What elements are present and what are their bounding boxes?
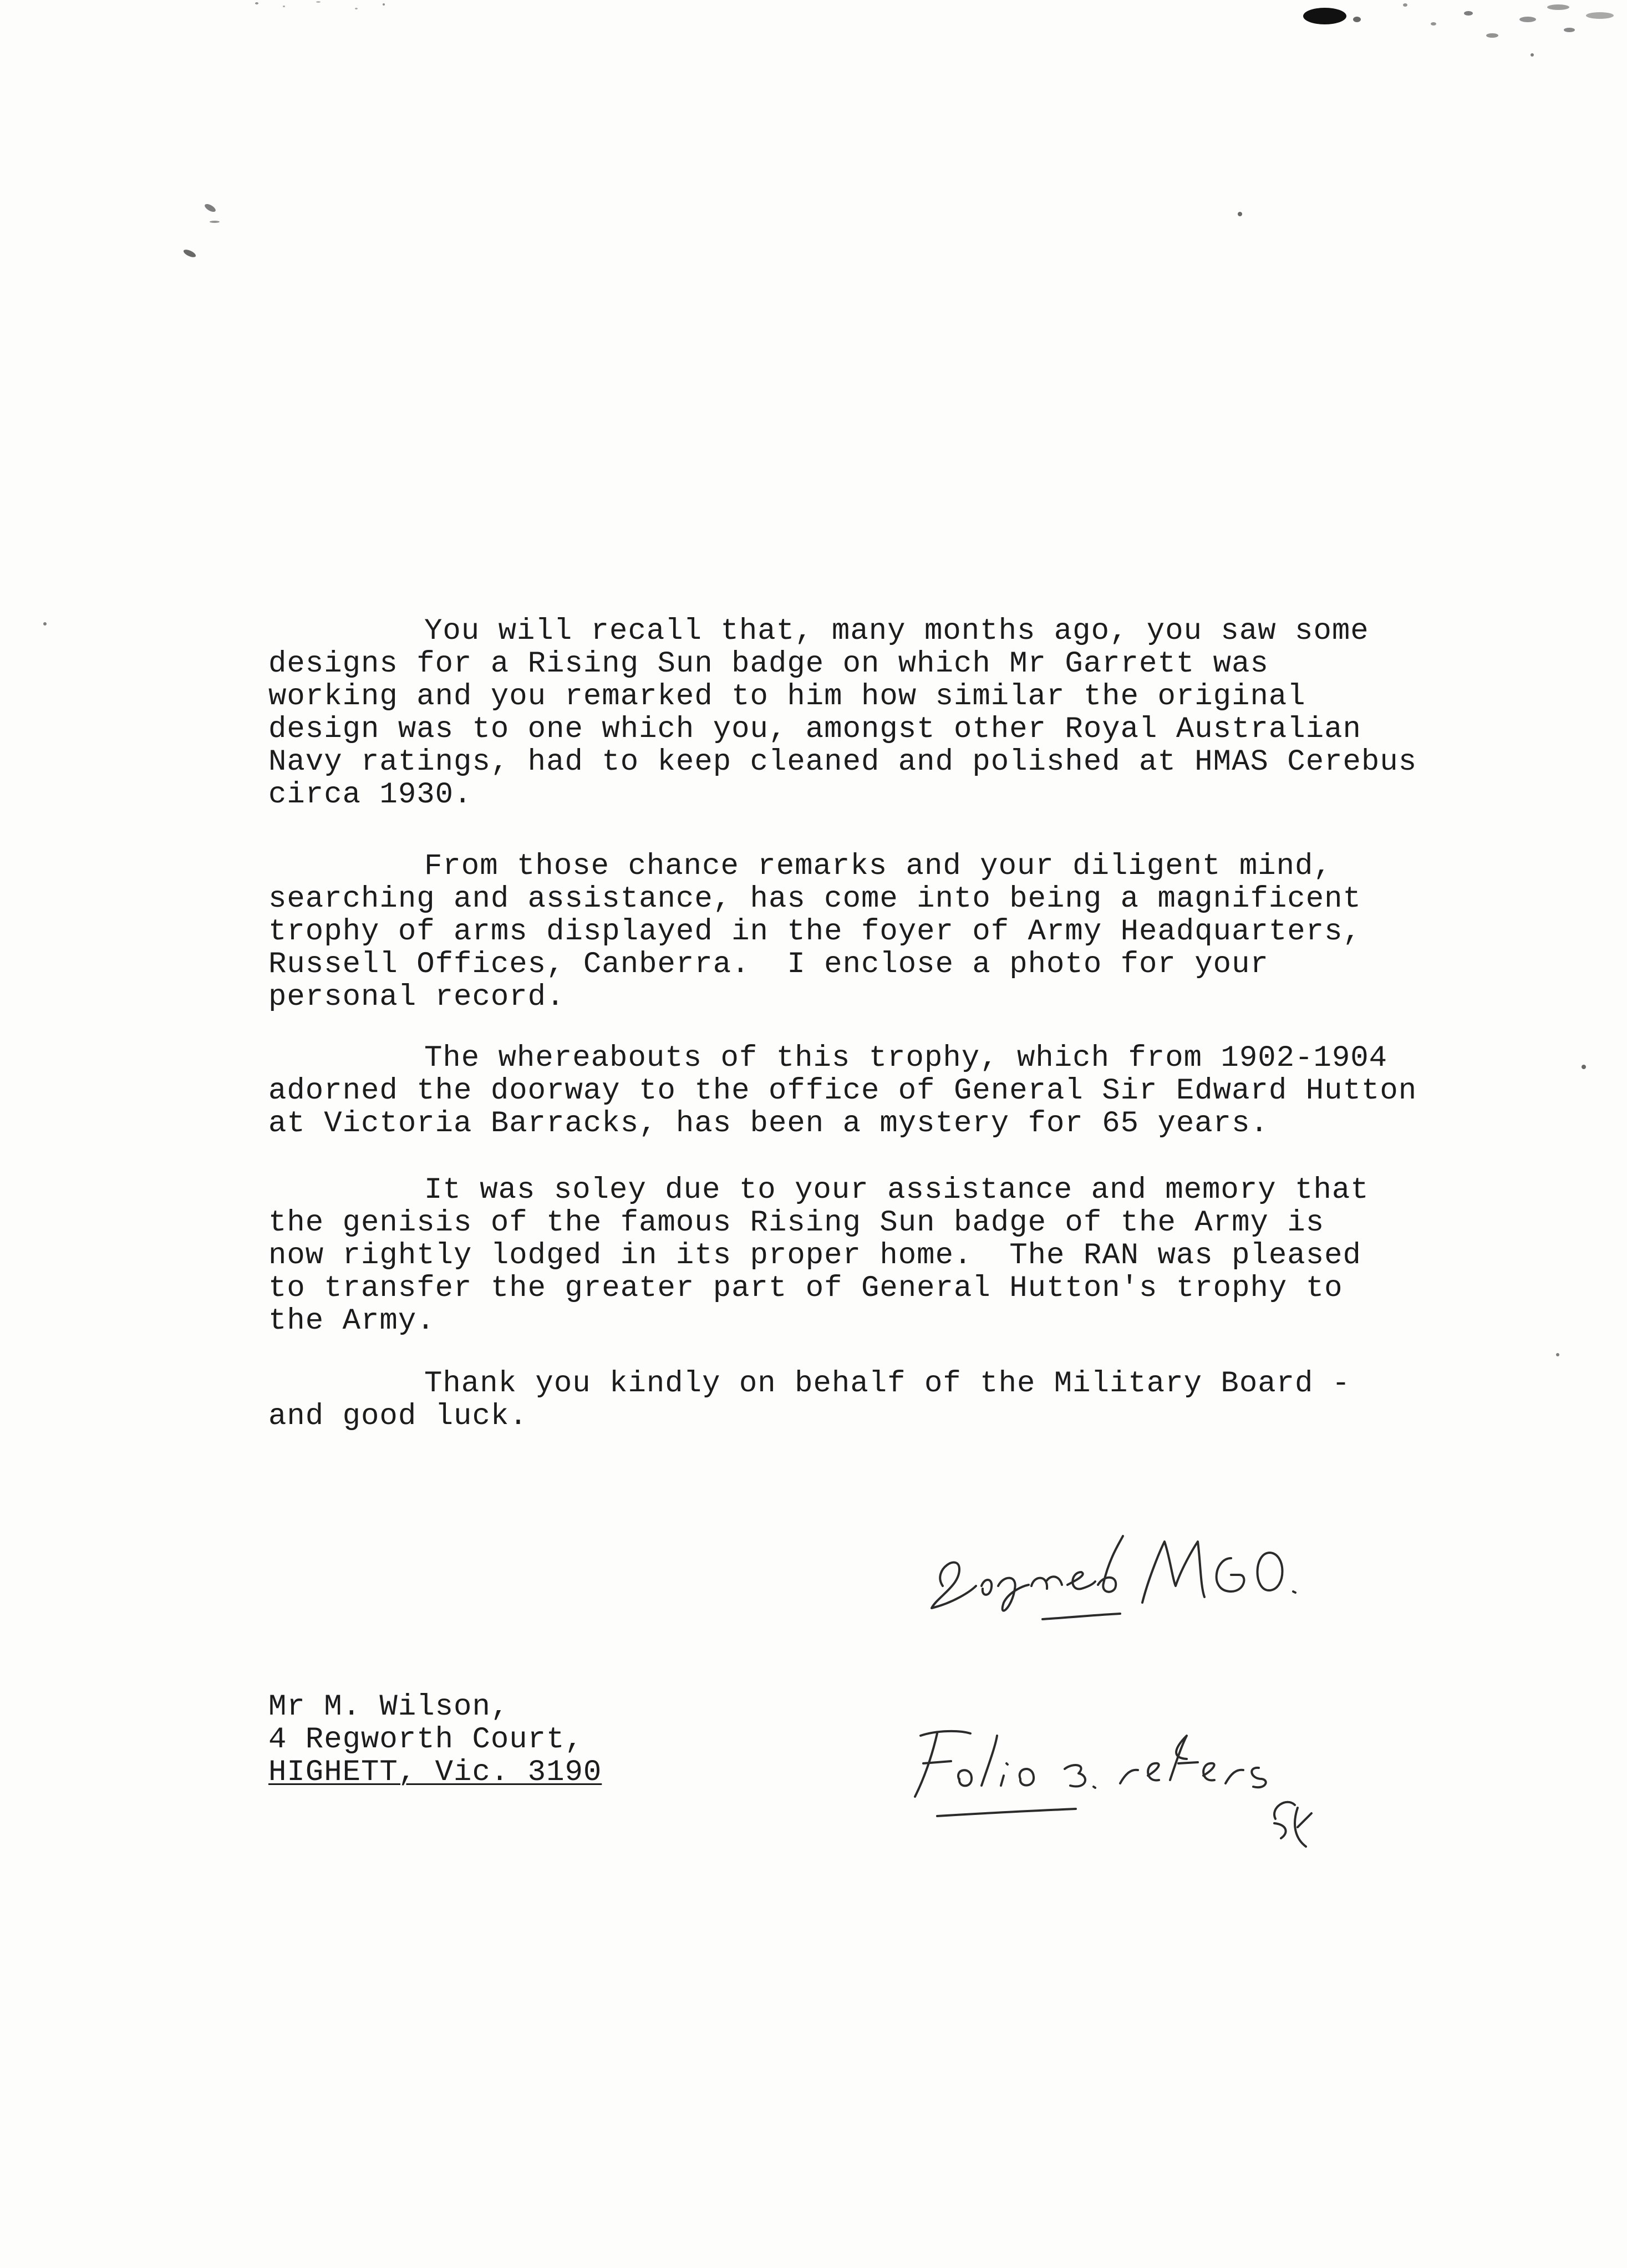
folio-note-text — [0, 0, 1, 1]
paragraph-1-line-6: circa 1930. — [268, 778, 472, 812]
scan-noise-top-left — [250, 0, 416, 33]
paragraph-2-line-2: searching and assistance, has come into being a magnificent — [268, 882, 1361, 916]
paragraph-5-line-2: and good luck. — [268, 1400, 528, 1433]
signature-text: Signed MGO. — [921, 1519, 924, 1520]
margin-mark — [210, 221, 220, 223]
paragraph-1-line-1: You will recall that, many months ago, you saw some — [424, 614, 1369, 648]
margin-mark — [204, 202, 217, 213]
paragraph-5-line-1: Thank you kindly on behalf of the Military Board - — [424, 1367, 1351, 1401]
paragraph-4-line-1: It was soley due to your assistance and memory that — [424, 1173, 1369, 1207]
paragraph-1-line-2: designs for a Rising Sun badge on which Mr Garrett was — [268, 647, 1269, 681]
margin-mark — [1556, 1353, 1559, 1356]
paragraph-2-line-4: Russell Offices, Canberra. I enclose a photo for your — [268, 948, 1269, 982]
paragraph-4-line-3: now rightly lodged in its proper home. The RAN was pleased — [268, 1239, 1361, 1273]
handwritten-signature — [921, 1519, 1320, 1630]
scan-noise-top-right — [1287, 0, 1619, 78]
margin-mark — [1238, 212, 1242, 216]
paragraph-3-line-3: at Victoria Barracks, has been a mystery for 65 years. — [268, 1107, 1269, 1141]
paragraph-3-line-2: adorned the doorway to the office of General Sir Edward Hutton — [268, 1074, 1417, 1108]
paragraph-1-line-4: design was to one which you, amongst other Royal Australian — [268, 713, 1361, 746]
paragraph-4-line-5: the Army. — [268, 1304, 435, 1338]
paragraph-2-line-3: trophy of arms displayed in the foyer of Army Headquarters, — [268, 915, 1361, 949]
paragraph-4-line-2: the genisis of the famous Rising Sun badge of the Army is — [268, 1206, 1325, 1240]
paragraph-1-line-3: working and you remarked to him how similar the original — [268, 680, 1306, 714]
address-line-2: 4 Regworth Court, — [268, 1723, 583, 1757]
handwritten-folio-note — [898, 1713, 1320, 1858]
address-line-1: Mr M. Wilson, — [268, 1690, 510, 1724]
address-line-3: HIGHETT, Vic. 3190 — [268, 1756, 602, 1789]
margin-mark — [182, 248, 197, 258]
paragraph-3-line-1: The whereabouts of this trophy, which from 1902-1904 — [424, 1041, 1388, 1075]
paragraph-4-line-4: to transfer the greater part of General Hutton's trophy to — [268, 1272, 1343, 1305]
margin-mark — [43, 622, 47, 626]
paragraph-1-line-5: Navy ratings, had to keep cleaned and polished at HMAS Cerebus — [268, 745, 1417, 779]
paragraph-2-line-5: personal record. — [268, 980, 565, 1014]
margin-mark — [1582, 1065, 1586, 1069]
paragraph-2-line-1: From those chance remarks and your diligent mind, — [424, 850, 1332, 883]
